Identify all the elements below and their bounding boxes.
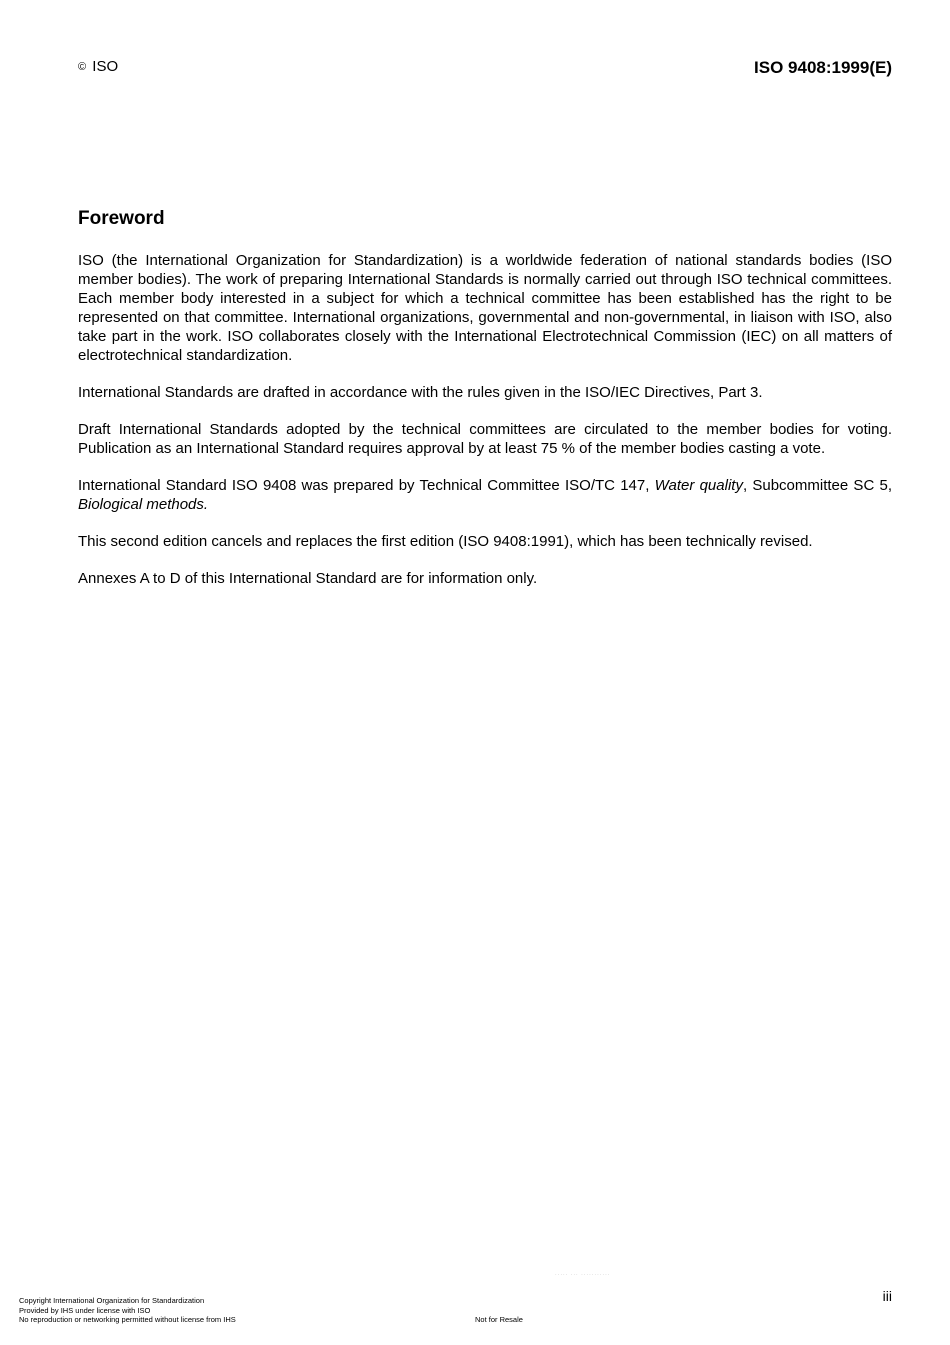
paragraph-voting: Draft International Standards adopted by the technical committees are circulated to the member bodies for voting. Publication as an International Standard requires approval by at least 75 % of the member bodies casting a vote. [78,421,892,457]
subcommittee-text: , Subcommittee SC 5, [742,477,893,494]
footer-line-restriction: No reproduction or networking permitted without license from IHS [19,1315,236,1324]
page-number: iii [882,1288,892,1304]
paragraph-annexes: Annexes A to D of this International Standard are for information only. [78,570,538,587]
footer-line-copyright: Copyright International Organization for Standardization [19,1296,205,1305]
document-code: ISO 9408:1999(E) [754,58,892,77]
paragraph-edition: This second edition cancels and replaces the first edition (ISO 9408:1991), which has been technically revised. [78,533,813,550]
header-org: ISO [92,58,119,75]
page-title: Foreword [78,208,165,229]
copyright-footer [19,1296,236,1325]
header-left [78,58,118,75]
water-quality-italic: Water quality [654,477,743,494]
footer-line-provider: Provided by IHS under license with ISO [19,1305,151,1315]
biological-methods-italic: Biological methods. [78,496,209,513]
copyright-symbol: © [78,61,87,73]
committee-text: International Standard ISO 9408 was prepared by Technical Committee ISO/TC 147, [78,477,655,494]
paragraph-drafting-rules: International Standards are drafted in accordance with the rules given in the ISO/IEC Directives, Part 3. [78,384,763,401]
scan-artifact: ····· ··· ··········· [555,1272,611,1278]
paragraph-committee [78,476,892,514]
foreword-body [78,251,892,588]
paragraph-iso-description: ISO (the International Organization for Standardization) is a worldwide federation of national standards bodies (ISO member bodies). The work of preparing International Standards is normally carried out through ISO technical committees. Each member body interested in a subject for which a technical committee has been established has the right to be represented on that committee. International organizations, governmental and non-governmental, in liaison with ISO, also take part in the work. ISO collaborates closely with the International Electrotechnical Commission (IEC) on all matters of electrotechnical standardization. [78,252,892,364]
not-for-resale-notice: Not for Resale [475,1315,523,1324]
